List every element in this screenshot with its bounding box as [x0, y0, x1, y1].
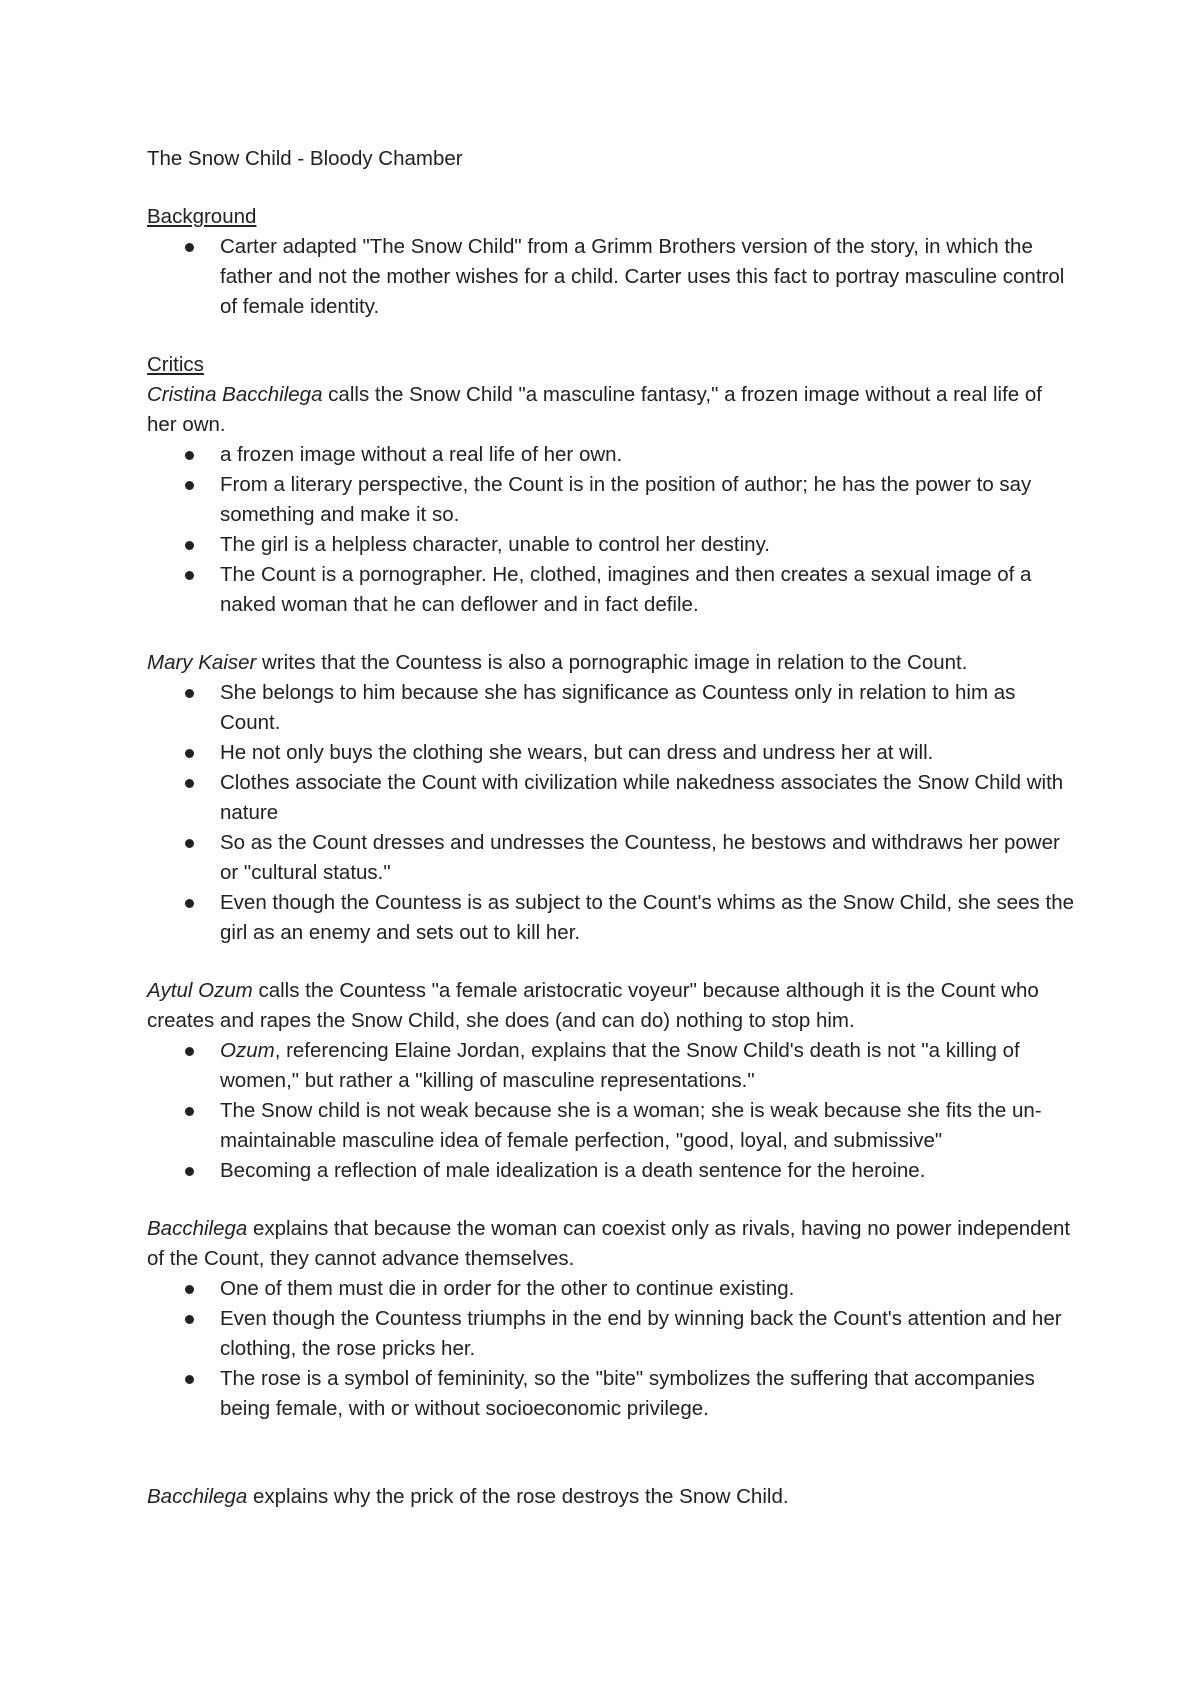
- bullet-icon: [185, 243, 194, 252]
- list-item: The Snow child is not weak because she is a woman; she is weak because she fits the un-maintainable masculine idea of female perfection, "good, loyal, and submissive": [147, 1096, 1077, 1156]
- list-item: She belongs to him because she has significance as Countess only in relation to him as Count.: [147, 678, 1077, 738]
- bullet-icon: [185, 1167, 194, 1176]
- critic-paragraph-bacchilega-rivals: Bacchilega explains that because the woman can coexist only as rivals, having no power independent of the Count, they cannot advance themselves.: [147, 1217, 1071, 1270]
- list-item: From a literary perspective, the Count is in the position of author; he has the power to say something and make it so.: [147, 470, 1077, 530]
- bullet-icon: [185, 1285, 194, 1294]
- critics-heading: Critics: [147, 353, 204, 376]
- bullet-icon: [185, 689, 194, 698]
- bullet-icon: [185, 1375, 194, 1384]
- critic-name: Bacchilega: [147, 1217, 248, 1240]
- list-item: The rose is a symbol of femininity, so the "bite" symbolizes the suffering that accompanies being female, with or without socioeconomic privilege.: [147, 1364, 1077, 1424]
- bullet-icon: [185, 779, 194, 788]
- list-item: Becoming a reflection of male idealization is a death sentence for the heroine.: [147, 1156, 1077, 1186]
- document-title: The Snow Child - Bloody Chamber: [147, 147, 463, 170]
- bullet-icon: [185, 899, 194, 908]
- bullet-icon: [185, 451, 194, 460]
- list-item: Even though the Countess is as subject to the Count's whims as the Snow Child, she sees the girl as an enemy and sets out to kill her.: [147, 888, 1077, 948]
- critic-list: [147, 440, 1077, 620]
- bullet-icon: [185, 749, 194, 758]
- critic-paragraph-bacchilega: Cristina Bacchilega calls the Snow Child "a masculine fantasy," a frozen image without a real life of her own.: [147, 383, 1042, 436]
- critic-list: [147, 1036, 1077, 1186]
- list-item: He not only buys the clothing she wears, but can dress and undress her at will.: [147, 738, 1077, 768]
- critic-paragraph-kaiser: Mary Kaiser writes that the Countess is also a pornographic image in relation to the Count.: [147, 651, 968, 674]
- bullet-icon: [185, 541, 194, 550]
- bullet-icon: [185, 1047, 194, 1056]
- bullet-icon: [185, 839, 194, 848]
- bullet-icon: [185, 1107, 194, 1116]
- critic-name: Cristina Bacchilega: [147, 383, 323, 406]
- critic-list: [147, 1274, 1077, 1424]
- list-item: So as the Count dresses and undresses the Countess, he bestows and withdraws her power or "cultural status.": [147, 828, 1077, 888]
- bullet-icon: [185, 481, 194, 490]
- critic-name: Mary Kaiser: [147, 651, 257, 674]
- critic-list: [147, 678, 1077, 948]
- critic-name: Bacchilega: [147, 1485, 248, 1508]
- bullet-icon: [185, 1315, 194, 1324]
- list-item: a frozen image without a real life of her own.: [147, 440, 1077, 470]
- critic-name: Ozum: [220, 1039, 275, 1062]
- critic-paragraph-ozum: Aytul Ozum calls the Countess "a female aristocratic voyeur" because although it is the Count who creates and rapes the Snow Child, she does (and can do) nothing to stop him.: [147, 979, 1039, 1032]
- list-item: Carter adapted "The Snow Child" from a Grimm Brothers version of the story, in which the father and not the mother wishes for a child. Carter uses this fact to portray masculine control of female identity.: [147, 232, 1077, 322]
- list-item: Even though the Countess triumphs in the end by winning back the Count's attention and her clothing, the rose pricks her.: [147, 1304, 1077, 1364]
- document-body: [147, 144, 1077, 1512]
- list-item: One of them must die in order for the other to continue existing.: [147, 1274, 1077, 1304]
- list-item: The girl is a helpless character, unable to control her destiny.: [147, 530, 1077, 560]
- list-item: Clothes associate the Count with civilization while nakedness associates the Snow Child with nature: [147, 768, 1077, 828]
- critic-name: Aytul Ozum: [147, 979, 253, 1002]
- critic-paragraph-bacchilega-rose: Bacchilega explains why the prick of the rose destroys the Snow Child.: [147, 1485, 789, 1508]
- background-list: [147, 232, 1077, 322]
- list-item: The Count is a pornographer. He, clothed, imagines and then creates a sexual image of a naked woman that he can deflower and in fact defile.: [147, 560, 1077, 620]
- bullet-icon: [185, 571, 194, 580]
- list-item: Ozum, referencing Elaine Jordan, explains that the Snow Child's death is not "a killing of women," but rather a "killing of masculine representations.": [147, 1036, 1077, 1096]
- background-heading: Background: [147, 205, 257, 228]
